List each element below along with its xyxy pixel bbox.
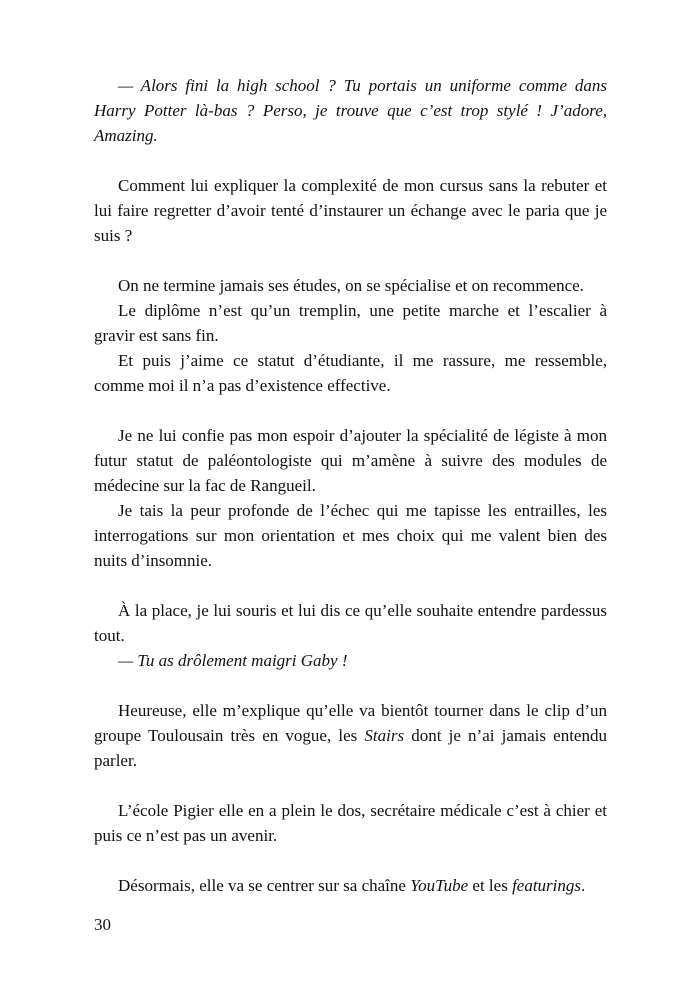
paragraph-etudes: On ne termine jamais ses études, on se spécialise et on recommence.	[118, 276, 584, 295]
italic-dialogue: — Tu as drôlement maigri Gaby !	[118, 651, 348, 670]
text-span: .	[581, 876, 586, 895]
text-span: dont je n’ai jamais entendu parler.	[94, 726, 607, 770]
italic-youtube: YouTube	[410, 876, 469, 895]
paragraph-statut: Et puis j’aime ce statut d’étudiante, il me rassure, me ressemble, comme moi il n’a pas d’existence effective.	[94, 351, 607, 395]
paragraph-a-la-place: À la place, je lui souris et lui dis ce qu’elle souhaite entendre pardessus tout.	[94, 601, 607, 645]
paragraph-diplome: Le diplôme n’est qu’un tremplin, une petite marche et l’escalier à gravir est sans fin.	[94, 301, 607, 345]
text-span: Désormais, elle va se centrer sur sa chaîne	[118, 876, 411, 895]
page-body	[94, 73, 607, 898]
paragraph-dialogue-gaby	[94, 648, 607, 673]
italic-band-name: Stairs	[364, 726, 405, 745]
paragraph-youtube	[94, 873, 607, 898]
paragraph-legiste: Je ne lui confie pas mon espoir d’ajouter la spécialité de légiste à mon futur statut de paléontologiste qui m’amène à suivre des modules de médecine sur la fac de Rangueil.	[94, 426, 607, 495]
italic-featurings: featurings	[512, 876, 582, 895]
paragraph-pigier: L’école Pigier elle en a plein le dos, secrétaire médicale c’est à chier et puis ce n’est pas un avenir.	[94, 801, 607, 845]
paragraph-cursus: Comment lui expliquer la complexité de mon cursus sans la rebuter et lui faire regretter d’avoir tenté d’instaurer un échange avec le paria que je suis ?	[94, 176, 607, 245]
paragraph-dialogue-high-school	[94, 73, 607, 148]
italic-dialogue: — Alors fini la high school ? Tu portais un uniforme comme dans Harry Potter là-bas ? Perso, je trouve que c’est trop stylé ! J’adore, Amazing.	[94, 76, 607, 145]
paragraph-peur: Je tais la peur profonde de l’échec qui me tapisse les entrailles, les interrogations sur mon orientation et mes choix qui me valent bien des nuits d’insomnie.	[94, 501, 607, 570]
paragraph-clip	[94, 698, 607, 773]
page-number: 30	[94, 915, 111, 934]
text-span: et les	[468, 876, 513, 895]
text-span: Heureuse, elle m’explique qu’elle va bientôt tourner dans le clip d’un groupe Toulousain très en vogue, les	[94, 701, 607, 745]
